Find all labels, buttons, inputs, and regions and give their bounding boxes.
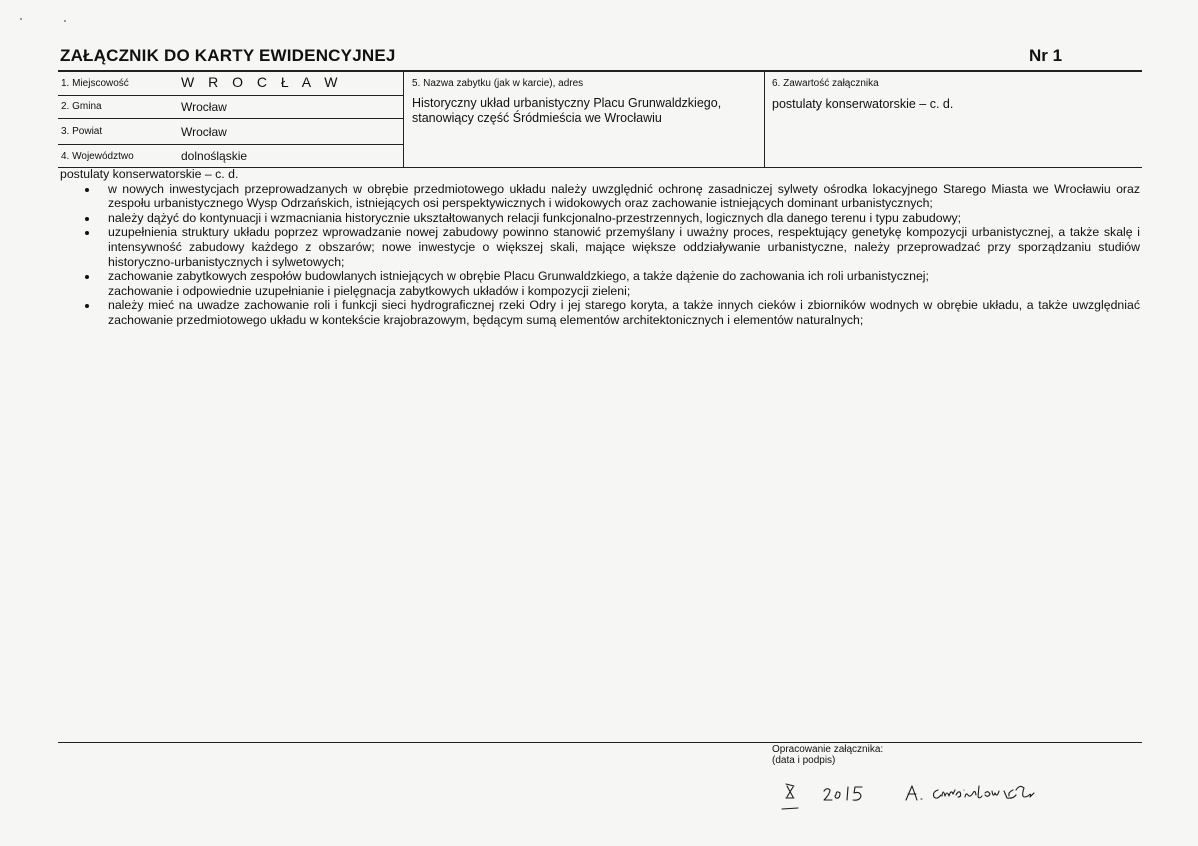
footer-divider [58, 742, 1142, 743]
table-column-divider [403, 70, 404, 168]
postulate-subtext: zachowanie i odpowiednie uzupełnianie i pielęgnacja zabytkowych układów i kompozycji zieleni; [108, 283, 631, 298]
miejscowosc-label: 1. Miejscowość [61, 78, 129, 89]
postulate-item [108, 211, 1140, 226]
wojewodztwo-label: 4. Województwo [61, 151, 134, 162]
footer-label-line1: Opracowanie załącznika: [772, 744, 884, 755]
attachment-content [60, 167, 1140, 328]
postulate-item [108, 298, 1140, 327]
nazwa-zabytku-value [412, 96, 762, 126]
handwritten-signature [780, 778, 1080, 828]
page-title: ZAŁĄCZNIK DO KARTY EWIDENCYJNEJ [60, 46, 396, 65]
gmina-value: Wrocław [181, 100, 227, 114]
table-column-divider [764, 70, 765, 168]
attachment-number: Nr 1 [1029, 46, 1063, 65]
postulate-item [108, 269, 1140, 298]
postulate-text: w nowych inwestycjach przeprowadzanych w obrębie przedmiotowego układu należy uwzględnić ochronę zasadniczej sylwety ośrodka lokacyjnego Starego Miasta we Wrocławiu oraz zespołu urbanistycznego Wysp Odrzańskich, istniejących osi perspektywicznych i widokowych oraz zachowanie istniejących dominant urbanistycznych; [108, 181, 1140, 211]
content-intro: postulaty konserwatorskie – c. d. [60, 167, 239, 181]
table-row-divider [58, 95, 403, 96]
table-row-divider [58, 144, 403, 145]
zawartosc-label: 6. Zawartość załącznika [772, 78, 879, 89]
footer-label-line2: (data i podpis) [772, 755, 836, 766]
nazwa-zabytku-line1: Historyczny układ urbanistyczny Placu Grunwaldzkiego, [412, 96, 722, 110]
postulates-list [60, 182, 1140, 328]
postulate-text: należy dążyć do kontynuacji i wzmacniania historycznie ukształtowanych relacji funkcjonalno-przestrzennych, logicznych dla danego terenu i typu zabudowy; [108, 210, 962, 225]
table-row-divider [58, 118, 403, 119]
postulate-item [108, 182, 1140, 211]
nazwa-zabytku-label: 5. Nazwa zabytku (jak w karcie), adres [412, 78, 584, 89]
powiat-value: Wrocław [181, 125, 227, 139]
wojewodztwo-value: dolnośląskie [181, 149, 248, 163]
postulate-text: zachowanie zabytkowych zespołów budowlanych istniejących w obrębie Placu Grunwaldzkiego, a także dążenie do zachowania ich roli urbanistycznej; [108, 269, 929, 284]
postulate-text: uzupełnienia struktury układu poprzez wprowadzanie nowej zabudowy powinno stanowić przemyślany i uważny proces, respektujący genetykę kompozycji urbanistycznej, a także skalę i intensywność zabudowy każdego z obszarów; nowe inwestycje o większej skali, mające większe oddziaływanie urbanistyczne, należy przeprowadzać przy sporządzaniu studiów historyczno-urbanistycznych i sylwetowych; [108, 225, 1140, 269]
footer-label [772, 744, 883, 766]
postulate-item [108, 225, 1140, 269]
postulate-text: należy mieć na uwadze zachowanie roli i funkcji sieci hydrograficznej rzeki Odry i jej starego koryta, a także innych cieków i zbiorników wodnych w obrębie układu, a także uwzględniać zachowanie przedmiotowego układu w kontekście krajobrazowym, będącym sumą elementów architektonicznych i elementów naturalnych; [108, 298, 1140, 327]
gmina-label: 2. Gmina [61, 101, 102, 112]
table-top-border [58, 70, 1142, 72]
miejscowosc-value: W R O C Ł A W [181, 74, 343, 90]
scan-dot [64, 20, 66, 22]
nazwa-zabytku-line2: stanowiący część Śródmieścia we Wrocławiu [412, 111, 662, 125]
scan-dot [20, 18, 22, 20]
powiat-label: 3. Powiat [61, 126, 103, 137]
zawartosc-value: postulaty konserwatorskie – c. d. [772, 97, 954, 111]
